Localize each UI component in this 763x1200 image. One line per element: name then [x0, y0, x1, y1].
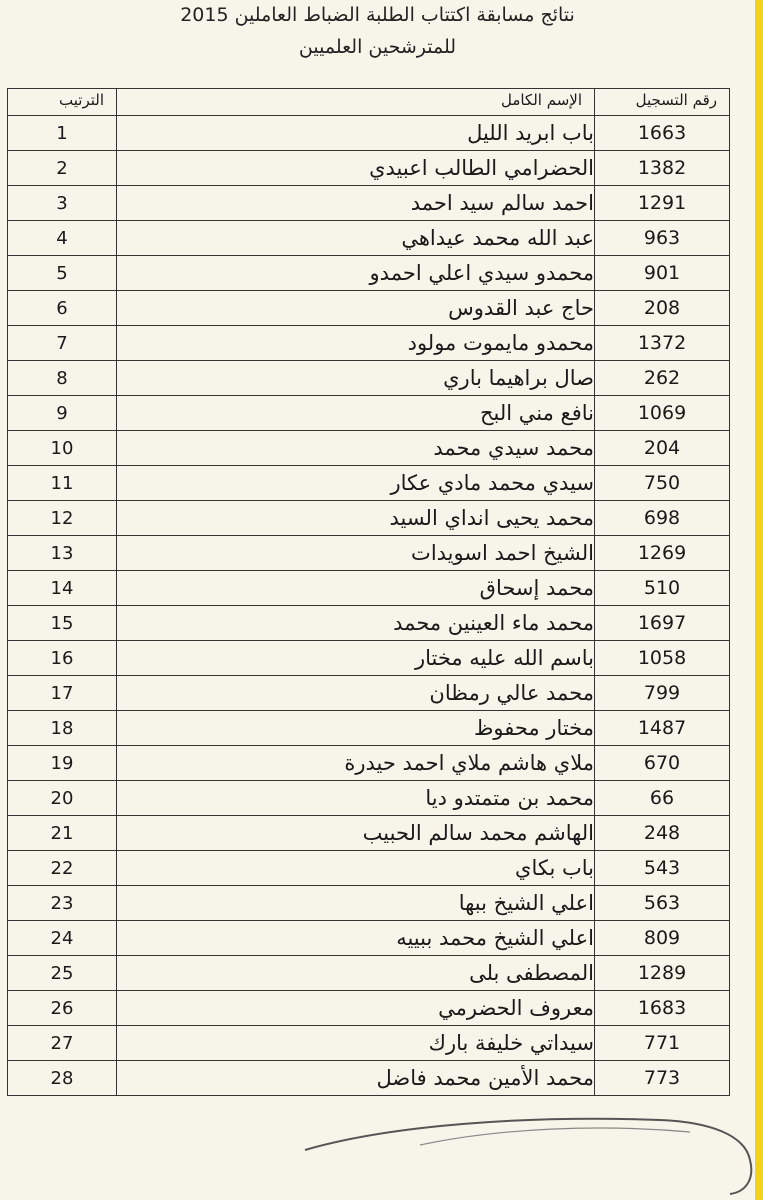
table-row: [8, 886, 730, 921]
table-row: [8, 116, 730, 151]
full-name: محمد إسحاق: [117, 571, 595, 606]
full-name: صال براهيما باري: [117, 361, 595, 396]
column-header-full-name: الإسم الكامل: [117, 89, 595, 116]
rank-number: 12: [8, 501, 117, 536]
rank-number: 15: [8, 606, 117, 641]
full-name: محمدو سيدي اعلي احمدو: [117, 256, 595, 291]
page-edge: [755, 0, 763, 1200]
rank-number: 13: [8, 536, 117, 571]
table-row: [8, 676, 730, 711]
full-name: محمد عالي رمظان: [117, 676, 595, 711]
rank-number: 21: [8, 816, 117, 851]
registration-number: 1069: [595, 396, 730, 431]
rank-number: 18: [8, 711, 117, 746]
registration-number: 510: [595, 571, 730, 606]
rank-number: 10: [8, 431, 117, 466]
registration-number: 1487: [595, 711, 730, 746]
full-name: اعلي الشيخ محمد ببييه: [117, 921, 595, 956]
full-name: الهاشم محمد سالم الحبيب: [117, 816, 595, 851]
rank-number: 20: [8, 781, 117, 816]
rank-number: 7: [8, 326, 117, 361]
table-row: [8, 781, 730, 816]
full-name: محمد بن متمتدو ديا: [117, 781, 595, 816]
full-name: سيداتي خليفة بارك: [117, 1026, 595, 1061]
full-name: الحضرامي الطالب اعبيدي: [117, 151, 595, 186]
full-name: حاج عبد القدوس: [117, 291, 595, 326]
rank-number: 25: [8, 956, 117, 991]
table-row: [8, 816, 730, 851]
full-name: باب ابريد الليل: [117, 116, 595, 151]
registration-number: 204: [595, 431, 730, 466]
full-name: محمدو مايموت مولود: [117, 326, 595, 361]
registration-number: 799: [595, 676, 730, 711]
document-subtitle: للمترشحين العلميين: [298, 36, 457, 58]
registration-number: 66: [595, 781, 730, 816]
full-name: اعلي الشيخ ببها: [117, 886, 595, 921]
rank-number: 9: [8, 396, 117, 431]
rank-number: 16: [8, 641, 117, 676]
column-header-rank: الترتيب: [8, 89, 117, 116]
full-name: المصطفى بلى: [117, 956, 595, 991]
full-name: سيدي محمد مادي عكار: [117, 466, 595, 501]
registration-number: 1683: [595, 991, 730, 1026]
registration-number: 1058: [595, 641, 730, 676]
registration-number: 248: [595, 816, 730, 851]
rank-number: 8: [8, 361, 117, 396]
full-name: محمد الأمين محمد فاضل: [117, 1061, 595, 1096]
table-row: [8, 256, 730, 291]
table-row: [8, 326, 730, 361]
registration-number: 1697: [595, 606, 730, 641]
table-row: [8, 991, 730, 1026]
table-row: [8, 1061, 730, 1096]
rank-number: 6: [8, 291, 117, 326]
table-row: [8, 571, 730, 606]
registration-number: 1289: [595, 956, 730, 991]
table-row: [8, 221, 730, 256]
signature-stroke: [300, 1110, 760, 1195]
registration-number: 1372: [595, 326, 730, 361]
table-body: [8, 116, 730, 1096]
full-name: نافع مني البح: [117, 396, 595, 431]
registration-number: 963: [595, 221, 730, 256]
rank-number: 2: [8, 151, 117, 186]
table-row: [8, 186, 730, 221]
table-row: [8, 606, 730, 641]
full-name: مختار محفوظ: [117, 711, 595, 746]
registration-number: 698: [595, 501, 730, 536]
rank-number: 5: [8, 256, 117, 291]
rank-number: 22: [8, 851, 117, 886]
registration-number: 809: [595, 921, 730, 956]
full-name: محمد ماء العينين محمد: [117, 606, 595, 641]
registration-number: 208: [595, 291, 730, 326]
rank-number: 17: [8, 676, 117, 711]
registration-number: 543: [595, 851, 730, 886]
table-header-row: [8, 89, 730, 116]
registration-number: 1269: [595, 536, 730, 571]
rank-number: 1: [8, 116, 117, 151]
registration-number: 773: [595, 1061, 730, 1096]
rank-number: 11: [8, 466, 117, 501]
table-row: [8, 151, 730, 186]
registration-number: 262: [595, 361, 730, 396]
registration-number: 1382: [595, 151, 730, 186]
table-row: [8, 641, 730, 676]
full-name: باسم الله عليه مختار: [117, 641, 595, 676]
rank-number: 27: [8, 1026, 117, 1061]
table-row: [8, 921, 730, 956]
full-name: عبد الله محمد عيداهي: [117, 221, 595, 256]
rank-number: 23: [8, 886, 117, 921]
registration-number: 750: [595, 466, 730, 501]
registration-number: 670: [595, 746, 730, 781]
registration-number: 1663: [595, 116, 730, 151]
rank-number: 14: [8, 571, 117, 606]
rank-number: 28: [8, 1061, 117, 1096]
table-row: [8, 746, 730, 781]
column-header-registration: رقم التسجيل: [595, 89, 730, 116]
table-row: [8, 396, 730, 431]
table-row: [8, 711, 730, 746]
table-row: [8, 536, 730, 571]
rank-number: 24: [8, 921, 117, 956]
table-row: [8, 291, 730, 326]
rank-number: 3: [8, 186, 117, 221]
table-row: [8, 956, 730, 991]
table-row: [8, 1026, 730, 1061]
full-name: معروف الحضرمي: [117, 991, 595, 1026]
table-row: [8, 501, 730, 536]
full-name: احمد سالم سيد احمد: [117, 186, 595, 221]
rank-number: 4: [8, 221, 117, 256]
registration-number: 901: [595, 256, 730, 291]
full-name: محمد يحيى انداي السيد: [117, 501, 595, 536]
table-row: [8, 851, 730, 886]
registration-number: 563: [595, 886, 730, 921]
rank-number: 26: [8, 991, 117, 1026]
registration-number: 1291: [595, 186, 730, 221]
full-name: الشيخ احمد اسويدات: [117, 536, 595, 571]
table-row: [8, 466, 730, 501]
full-name: ملاي هاشم ملاي احمد حيدرة: [117, 746, 595, 781]
table-row: [8, 431, 730, 466]
table-row: [8, 361, 730, 396]
rank-number: 19: [8, 746, 117, 781]
registration-number: 771: [595, 1026, 730, 1061]
full-name: محمد سيدي محمد: [117, 431, 595, 466]
results-table: [7, 88, 730, 1096]
full-name: باب بكاي: [117, 851, 595, 886]
document-title: نتائج مسابقة اكتتاب الطلبة الضباط العاملين 2015: [180, 4, 575, 26]
